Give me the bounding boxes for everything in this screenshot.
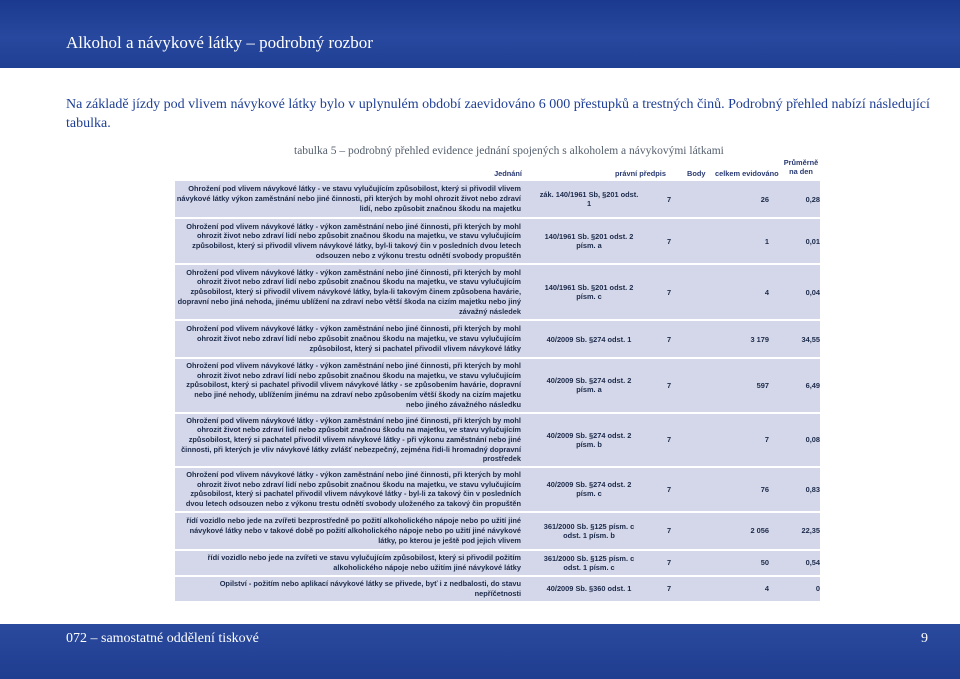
footer-department: 072 – samostatné oddělení tiskové <box>66 631 259 646</box>
row-total: 4 <box>764 287 769 297</box>
row-total: 3 179 <box>750 334 769 344</box>
row-total: 7 <box>764 435 769 445</box>
row-points: 7 <box>666 287 672 297</box>
row-description: Ohrožení pod vlivem návykové látky - ve stavu vylučujícím způsobilost, který si přivodil vlivem návykové látky výkon zaměstnání nebo jiné činnosti, při kterých by mohl ohrozit život nebo zdraví lidí, nebo způsobit značnou škodu na majetku <box>176 184 521 213</box>
table-row <box>175 466 820 511</box>
row-legal-reference: 361/2000 Sb. §125 písm. c odst. 1 písm. b <box>543 521 635 540</box>
row-legal-reference: 40/2009 Sb. §274 odst. 2 písm. a <box>546 376 632 395</box>
row-legal-reference: zák. 140/1961 Sb, §201 odst. 1 <box>539 190 639 208</box>
row-legal-reference: 40/2009 Sb. §274 odst. 2 písm. c <box>546 480 632 499</box>
header-body: Body <box>687 169 706 178</box>
row-total: 597 <box>756 380 769 390</box>
row-total: 2 056 <box>750 526 769 536</box>
page-number: 9 <box>921 631 928 646</box>
row-daily-average: 0,08 <box>805 435 820 445</box>
row-description: Ohrožení pod vlivem návykové látky - výkon zaměstnání nebo jiné činnosti, při kterých by mohl ohrozit život nebo zdraví lidí nebo způsobit značnou škodu na majetku, ve stavu vylučujícím způsobilost, který si pachatel přivodil vlivem návykové látky - se způsobením havárie, dopravní nebo jiné nehody, ublížením jinému na zdraví nebo způsobením větší škody na cizím majetku nebo jiného závažného následku <box>186 361 521 409</box>
table-row <box>175 549 820 575</box>
row-legal-reference: 40/2009 Sb. §360 odst. 1 <box>546 584 632 594</box>
header-pravni-predpis: právní předpis <box>615 169 666 178</box>
table-row <box>175 511 820 549</box>
table-row <box>175 412 820 467</box>
header-jednani: Jednání <box>494 169 522 178</box>
row-description: řídí vozidlo nebo jede na zvířeti bezprostředně po požití alkoholického nápoje nebo po užití jiné návykové látky nebo v takové době po požití alkoholického nápoje nebo po užití jiné návykové látky, po kterou je ještě pod jejich vlivem <box>186 516 521 545</box>
intro-paragraph: Na základě jízdy pod vlivem návykové látky bylo v uplynulém období zaevidováno 6 000 přestupků a trestných činů. Podrobný přehled nabízí následující tabulka. <box>66 97 930 131</box>
page-title: Alkohol a návykové látky – podrobný rozbor <box>66 33 373 52</box>
table-header <box>175 157 820 181</box>
table-row <box>175 181 820 217</box>
row-total: 50 <box>760 558 769 568</box>
row-description: Ohrožení pod vlivem návykové látky - výkon zaměstnání nebo jiné činnosti, při kterých by mohl ohrozit život nebo zdraví lidí nebo způsobit značnou škodu na majetku, ve stavu vylučujícím způsobilost, který si přivodil vlivem návykové látky, byl-li takový čin v posledních dvou letech odsouzen nebo z výkonu trestu odnětí svobody propuštěn <box>186 221 521 260</box>
row-points: 7 <box>666 194 672 204</box>
row-description: Ohrožení pod vlivem návykové látky - výkon zaměstnání nebo jiné činnosti, při kterých by mohl ohrozit život nebo zdraví lidí nebo způsobit značnou škodu na majetku, ve stavu vylučujícím způsobilost, který si pachatel přivodil vlivem návykové látky - při výkonu zaměstnání nebo jiné činnosti, při kterých je vliv návykové látky zvlášť nebezpečný, zejména řidi-li hromadný dopravní prostředek <box>181 415 521 464</box>
row-daily-average: 34,55 <box>801 334 820 344</box>
header-celkem-evidovano: celkem evidováno <box>715 169 779 178</box>
row-points: 7 <box>666 380 672 390</box>
table-row <box>175 217 820 263</box>
row-daily-average: 0,28 <box>805 194 820 204</box>
row-daily-average: 0,01 <box>805 236 820 246</box>
row-daily-average: 6,49 <box>805 380 820 390</box>
row-points: 7 <box>666 526 672 536</box>
row-points: 7 <box>666 484 672 494</box>
table-body <box>175 181 820 601</box>
row-legal-reference: 361/2000 Sb. §125 písm. c odst. 1 písm. c <box>543 553 635 572</box>
row-description: řídí vozidlo nebo jede na zvířeti ve stavu vylučujícím způsobilost, který si přivodil požitím alkoholického nápoje nebo užitím jiné návykové látky <box>207 553 521 572</box>
row-legal-reference: 40/2009 Sb. §274 odst. 1 <box>546 334 632 344</box>
row-daily-average: 22,35 <box>801 526 820 536</box>
table-row <box>175 263 820 319</box>
row-description: Ohrožení pod vlivem návykové látky - výkon zaměstnání nebo jiné činnosti, při kterých by mohl ohrozit život nebo zdraví lidí nebo způsobit značnou škodu na majetku, ve stavu vylučujícím způsobilost, který si pachatel přivodil vlivem návykové látky <box>186 324 521 353</box>
row-legal-reference: 40/2009 Sb. §274 odst. 2 písm. b <box>546 430 632 449</box>
row-points: 7 <box>666 558 672 568</box>
row-description: Ohrožení pod vlivem návykové látky - výkon zaměstnání nebo jiné činnosti, při kterých by mohl ohrozit život nebo zdraví lidí nebo způsobit značnou škodu na majetku, ve stavu vylučujícím způsobilost, který si přivodil vlivem návykové látky, byla-li takovým činem způsobena havárie, dopravní nebo jiná nehoda, jinému ublížení na zdraví nebo větší škoda na cizím majetku nebo jiný závažný následek <box>177 267 521 316</box>
row-daily-average: 0,83 <box>805 484 820 494</box>
row-points: 7 <box>666 435 672 445</box>
row-description: Ohrožení pod vlivem návykové látky - výkon zaměstnání nebo jiné činnosti, při kterých by mohl ohrozit život nebo zdraví lidí nebo způsobit značnou škodu na majetku, ve stavu vylučujícím způsobilost, který si pachatel přivodil vlivem návykové látky - byl-li za takový čin v posledních dvou letech odsouzen nebo z výkonu trestu odnětí svobody uloženého za takový čin propuštěn <box>185 470 521 509</box>
table-row <box>175 357 820 412</box>
row-total: 26 <box>760 194 769 204</box>
row-daily-average: 0 <box>815 584 820 594</box>
table-row <box>175 575 820 601</box>
row-points: 7 <box>666 236 672 246</box>
row-legal-reference: 140/1961 Sb. §201 odst. 2 písm. c <box>544 283 634 301</box>
row-total: 4 <box>764 584 769 594</box>
row-description: Opilství - požitím nebo aplikací návykové látky se přivede, byť i z nedbalosti, do stavu nepříčetnosti <box>219 579 521 598</box>
row-daily-average: 0,54 <box>805 558 820 568</box>
row-points: 7 <box>666 334 672 344</box>
row-points: 7 <box>666 584 672 594</box>
row-legal-reference: 140/1961 Sb. §201 odst. 2 písm. a <box>544 232 634 250</box>
row-daily-average: 0,04 <box>805 287 820 297</box>
evidence-table <box>175 157 820 601</box>
header-prumerne-na-den: Průměrně na den <box>783 158 819 176</box>
table-caption-text: tabulka 5 – podrobný přehled evidence jednání spojených s alkoholem a návykovými látkami <box>294 145 724 157</box>
row-total: 76 <box>760 484 769 494</box>
table-row <box>175 319 820 357</box>
row-total: 1 <box>764 236 769 246</box>
